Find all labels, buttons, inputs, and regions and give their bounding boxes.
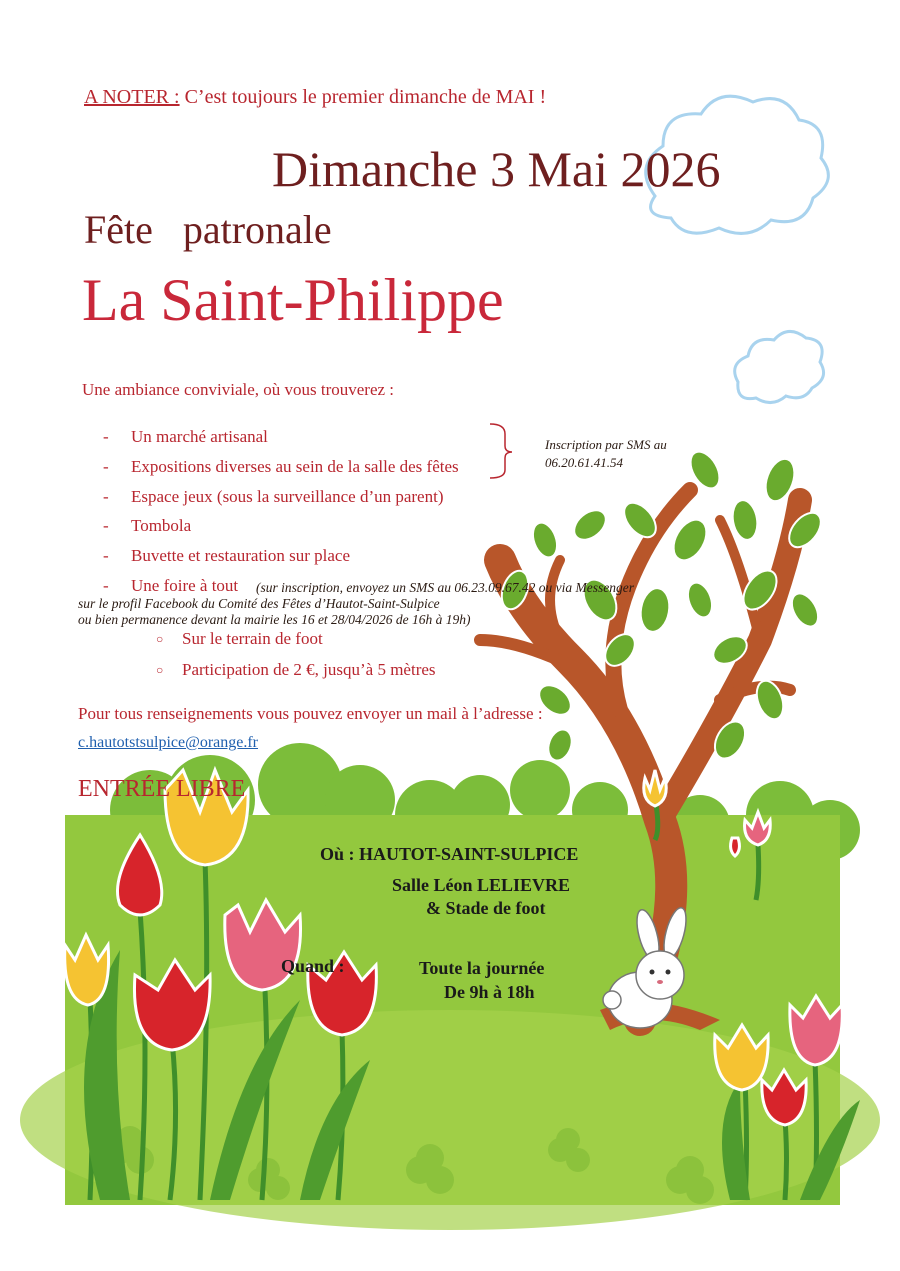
location-venue: Salle Léon LELIEVRE [392, 875, 571, 895]
foire-details-3: ou bien permanence devant la mairie les 16 et 28/04/2026 de 16h à 19h) [78, 612, 471, 627]
notice [84, 86, 546, 109]
contact-text: Pour tous renseignements vous pouvez envoyer un mail à l’adresse : [78, 704, 543, 723]
intro-text: Une ambiance conviviale, où vous trouverez : [82, 380, 395, 399]
notice-text: C’est toujours le premier dimanche de MAI ! [179, 86, 547, 108]
email-link[interactable]: c.hautotstsulpice@orange.fr [78, 734, 259, 751]
sms-note-line1: Inscription par SMS au [545, 437, 667, 452]
location-label: Où : HAUTOT-SAINT-SULPICE [320, 844, 579, 864]
list-item-label: Espace jeux (sous la surveillance d’un parent) [131, 487, 444, 506]
list-item-label: Expositions diverses au sein de la salle des fêtes [131, 457, 459, 476]
sms-note [545, 436, 667, 472]
sub-item: ○ Participation de 2 €, jusqu’à 5 mètres [156, 660, 436, 679]
foire-details-2: sur le profil Facebook du Comité des Fêtes d’Hautot-Saint-Sulpice [78, 596, 440, 611]
foire-details-1: (sur inscription, envoyez un SMS au 06.23.09.67.42 ou via Messenger [256, 580, 634, 595]
entry-label: ENTRÉE LIBRE [78, 776, 246, 802]
sub-item: ○ Sur le terrain de foot [156, 629, 323, 648]
when-day: Toute la journée [419, 958, 545, 978]
foire-label: Une foire à tout [131, 576, 239, 595]
list-item: - Un marché artisanal [103, 427, 268, 446]
tulip-red-tiny [731, 838, 740, 856]
event-name: La Saint-Philippe [82, 267, 504, 333]
list-item-label: Tombola [131, 516, 192, 535]
when-hours: De 9h à 18h [444, 982, 535, 1002]
list-item-foire: - Une foire à tout [103, 576, 239, 595]
list-item: - Espace jeux (sous la surveillance d’un parent) [103, 487, 444, 506]
notice-label: A NOTER : [84, 86, 180, 108]
sub-item-label: Participation de 2 €, jusqu’à 5 mètres [182, 660, 436, 679]
list-item-label: Buvette et restauration sur place [131, 546, 351, 565]
when-label: Quand : [281, 956, 345, 976]
list-item: - Buvette et restauration sur place [103, 546, 351, 565]
event-type: Fête patronale [84, 207, 332, 252]
list-item: - Tombola [103, 516, 192, 535]
event-date: Dimanche 3 Mai 2026 [272, 141, 721, 197]
sub-item-label: Sur le terrain de foot [182, 629, 323, 648]
list-item: - Expositions diverses au sein de la salle des fêtes [103, 457, 459, 476]
cloud-small [735, 331, 824, 402]
location-stadium: & Stade de foot [426, 898, 546, 918]
sms-note-phone: 06.20.61.41.54 [545, 455, 623, 470]
list-item-label: Un marché artisanal [131, 427, 268, 446]
